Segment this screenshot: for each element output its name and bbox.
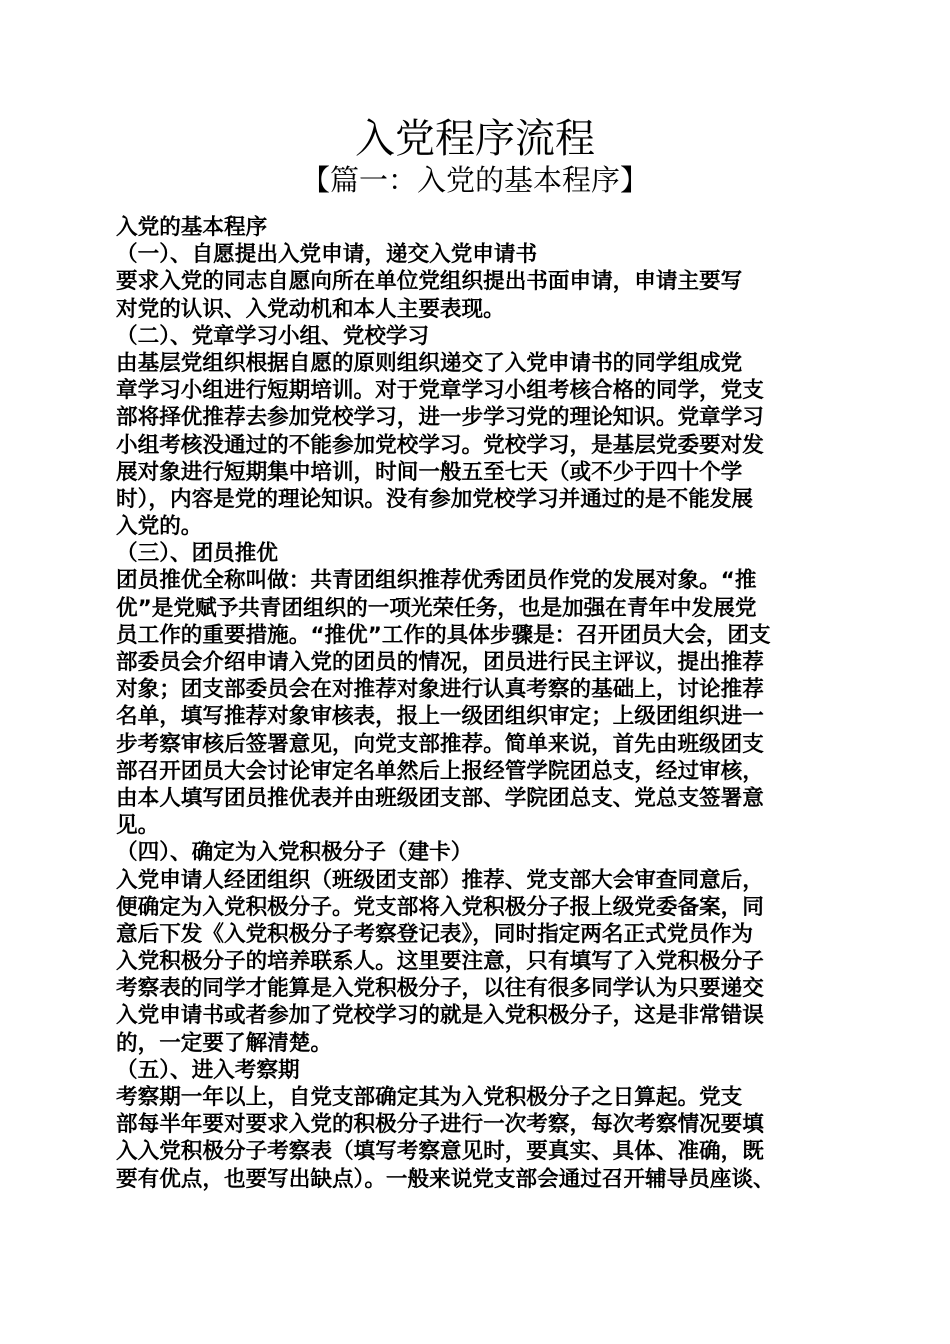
text-line: 要有优点，也要写出缺点）。一般来说党支部会通过召开辅导员座谈、 <box>116 1166 775 1192</box>
text-line: 意后下发《入党积极分子考察登记表》，同时指定两名正式党员作为 <box>116 921 754 947</box>
text-line: 部每半年要对要求入党的积极分子进行一次考察，每次考察情况要填 <box>116 1112 764 1138</box>
text-line: （一）、自愿提出入党申请，递交入党申请书 <box>116 242 538 268</box>
text-line: 见。 <box>116 813 160 839</box>
text-line: 优”是党赋予共青团组织的一项光荣任务，也是加强在青年中发展党 <box>116 595 757 621</box>
text-line: 章学习小组进行短期培训。对于党章学习小组考核合格的同学，党支 <box>116 378 764 404</box>
text-line: 由本人填写团员推优表并由班级团支部、学院团总支、党总支签署意 <box>116 785 764 811</box>
text-line: 员工作的重要措施。“推优”工作的具体步骤是：召开团员大会，团支 <box>116 622 771 648</box>
text-line: 小组考核没通过的不能参加党校学习。党校学习，是基层党委要对发 <box>116 432 764 458</box>
text-line: 对象；团支部委员会在对推荐对象进行认真考察的基础上，讨论推荐 <box>116 677 764 703</box>
text-line: 部召开团员大会讨论审定名单然后上报经管学院团总支，经过审核， <box>116 758 764 784</box>
text-line: 入党的。 <box>116 514 203 540</box>
text-line: 入入党积极分子考察表（填写考察意见时，要真实、具体、准确，既 <box>116 1139 764 1165</box>
text-line: 团员推优全称叫做：共青团组织推荐优秀团员作党的发展对象。“推 <box>116 568 757 594</box>
text-line: （二）、党章学习小组、党校学习 <box>116 323 430 349</box>
text-line: 要求入党的同志自愿向所在单位党组织提出书面申请，申请主要写 <box>116 269 743 295</box>
text-line: 的，一定要了解清楚。 <box>116 1030 332 1056</box>
text-line: 入党申请书或者参加了党校学习的就是入党积极分子，这是非常错误 <box>116 1003 764 1029</box>
text-line: 入党的基本程序 <box>116 215 268 240</box>
text-line: 考察期一年以上，自党支部确定其为入党积极分子之日算起。党支 <box>116 1085 743 1110</box>
text-line: 展对象进行短期集中培训，时间一般五至七天（或不少于四十个学 <box>116 459 743 485</box>
text-line: （三）、团员推优 <box>116 541 278 567</box>
document-title: 入党程序流程 <box>355 116 595 162</box>
text-line: 步考察审核后签署意见，向党支部推荐。简单来说，首先由班级团支 <box>116 731 764 757</box>
text-line: 部委员会介绍申请入党的团员的情况，团员进行民主评议，提出推荐 <box>116 650 764 675</box>
text-line: 部将择优推荐去参加党校学习，进一步学习党的理论知识。党章学习 <box>116 405 764 431</box>
text-line: 入党积极分子的培养联系人。这里要注意，只有填写了入党积极分子 <box>116 949 764 975</box>
text-line: 时），内容是党的理论知识。没有参加党校学习并通过的是不能发展 <box>116 486 754 512</box>
text-line: 便确定为入党积极分子。党支部将入党积极分子报上级党委备案，同 <box>116 894 764 920</box>
text-line: 由基层党组织根据自愿的原则组织递交了入党申请书的同学组成党 <box>116 350 743 376</box>
text-line: 对党的认识、入党动机和本人主要表现。 <box>116 296 505 322</box>
text-line: 入党申请人经团组织（班级团支部）推荐、党支部大会审查同意后， <box>116 867 764 893</box>
text-line: 考察表的同学才能算是入党积极分子，以往有很多同学认为只要递交 <box>116 976 764 1002</box>
text-line: 名单，填写推荐对象审核表，报上一级团组织审定；上级团组织进一 <box>116 704 764 730</box>
document-subtitle: 【篇一：入党的基本程序】 <box>300 163 649 197</box>
text-line: （四）、确定为入党积极分子（建卡） <box>116 840 473 866</box>
text-line: （五）、进入考察期 <box>116 1057 300 1083</box>
document-body <box>116 214 846 1193</box>
